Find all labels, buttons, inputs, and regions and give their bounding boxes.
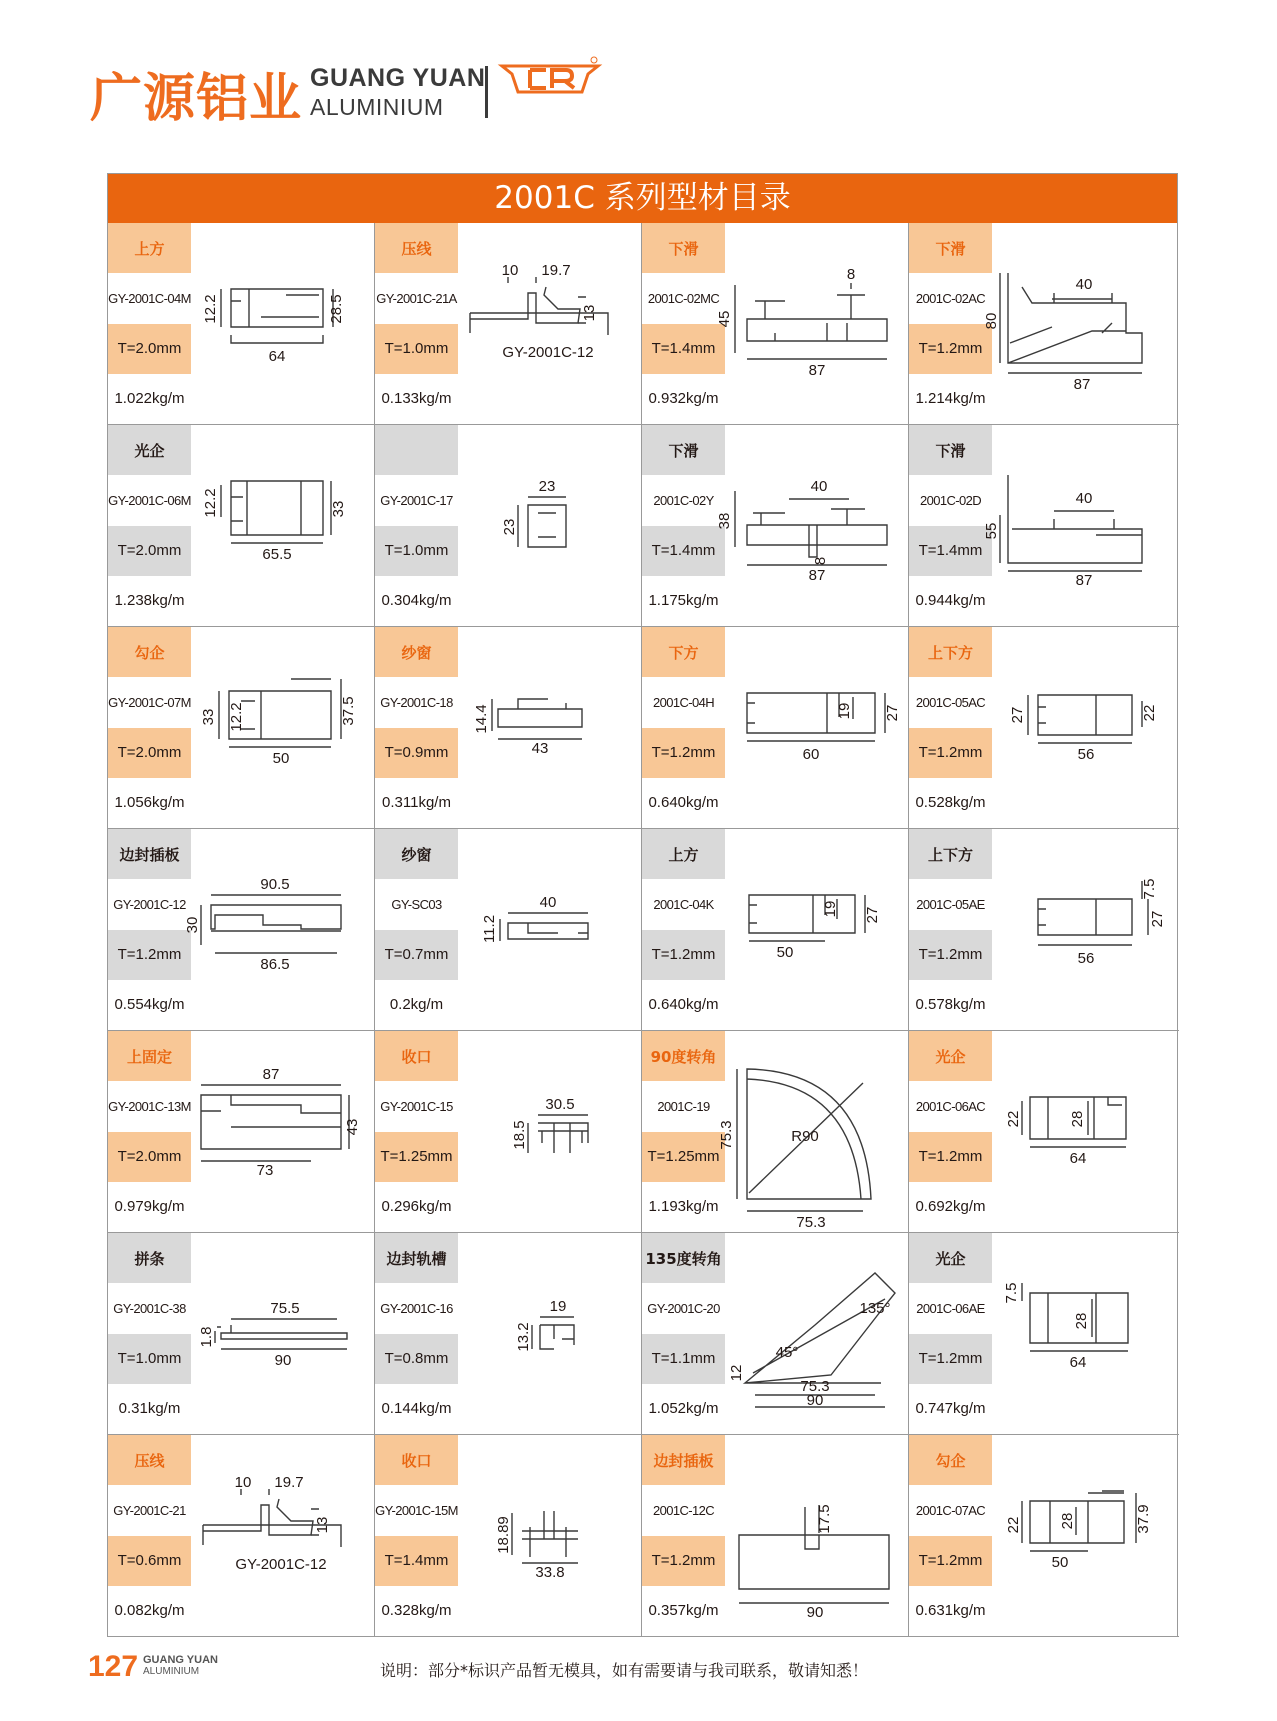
dimension-label: 45°: [775, 1344, 799, 1361]
profile-weight: 0.631kg/m: [915, 1602, 986, 1620]
dimension-label: 75.5: [270, 1300, 300, 1317]
profile-cell: [108, 425, 375, 627]
profile-name: 光企: [108, 425, 191, 475]
profile-name: 上方: [642, 829, 725, 879]
dimension-label: 19: [549, 1298, 567, 1315]
profile-name: 收口: [375, 1435, 458, 1485]
profile-weight: 0.082kg/m: [114, 1602, 185, 1620]
profile-weight: 1.238kg/m: [114, 592, 185, 610]
profile-info-column: [909, 1233, 992, 1434]
dimension-label: 8: [846, 266, 856, 283]
profile-weight: 0.304kg/m: [381, 592, 452, 610]
profile-section-drawing: [992, 829, 1176, 1030]
dimension-label: 12: [728, 1364, 745, 1382]
dimension-label: 11.2: [481, 914, 498, 944]
profile-thickness: T=2.0mm: [108, 728, 191, 778]
profile-info-column: [642, 1031, 725, 1232]
profile-info-column: [642, 425, 725, 626]
profile-info-column: [108, 627, 191, 828]
dimension-label: 43: [531, 740, 549, 757]
profile-cell: [909, 1031, 1179, 1233]
profile-code: 2001C-12C: [652, 1502, 715, 1518]
profile-name: 下滑: [909, 425, 992, 475]
dimension-label: 27: [864, 906, 881, 924]
dimension-label: 27: [1009, 706, 1026, 724]
profile-section-drawing: [191, 627, 375, 828]
profile-code: GY-2001C-13M: [108, 1098, 191, 1114]
profile-weight: 0.640kg/m: [648, 996, 719, 1014]
dimension-label: 38: [716, 512, 733, 530]
profile-code: 2001C-19: [657, 1098, 710, 1114]
dimension-label: 135°: [859, 1300, 891, 1317]
profile-code: GY-2001C-21: [113, 1502, 186, 1518]
profile-cell: [375, 627, 642, 829]
profile-thickness: T=1.2mm: [909, 1334, 992, 1384]
profile-section-drawing: [716, 223, 909, 424]
profile-weight: 0.747kg/m: [915, 1400, 986, 1418]
dimension-label: 19.7: [541, 262, 571, 279]
profile-cell: [108, 1233, 375, 1435]
dimension-label: 87: [262, 1066, 280, 1083]
dimension-label: 90: [274, 1352, 292, 1369]
profile-thickness: T=1.2mm: [909, 324, 992, 374]
profile-weight: 1.214kg/m: [915, 390, 986, 408]
dimension-label: 10: [234, 1474, 252, 1491]
dimension-label: 23: [538, 478, 556, 495]
dimension-label: 90.5: [260, 876, 290, 893]
profile-section-drawing: [191, 1233, 375, 1434]
profile-catalog-table: [107, 173, 1178, 1637]
profile-weight: 0.133kg/m: [381, 390, 452, 408]
profile-weight: 1.175kg/m: [648, 592, 719, 610]
profile-section-drawing: [992, 627, 1176, 828]
dimension-label: 13: [581, 304, 598, 322]
profile-section-drawing: [718, 1031, 909, 1232]
profile-info-column: [375, 1233, 458, 1434]
profile-section-drawing: [725, 1233, 909, 1434]
dimension-label: R90: [791, 1128, 819, 1145]
dimension-label: 30.5: [545, 1096, 575, 1113]
dimension-label: 87: [808, 567, 826, 584]
profile-code: GY-2001C-15M: [375, 1502, 458, 1518]
profile-name: 光企: [909, 1031, 992, 1081]
dimension-label: GY-2001C-12: [235, 1556, 327, 1573]
profile-code: GY-2001C-07M: [108, 694, 191, 710]
brand-emblem-icon: [500, 56, 600, 111]
profile-section-drawing: [458, 425, 642, 626]
profile-info-column: [909, 1031, 992, 1232]
dimension-label: 64: [1069, 1354, 1087, 1371]
profile-cell: [642, 223, 909, 425]
dimension-label: 40: [810, 478, 828, 495]
profile-cell: [375, 1233, 642, 1435]
profile-weight: 0.932kg/m: [648, 390, 719, 408]
profile-cell: [642, 1031, 909, 1233]
profile-code: GY-2001C-12: [113, 896, 186, 912]
dimension-label: 18.5: [511, 1120, 528, 1150]
profile-weight: 0.311kg/m: [382, 794, 451, 812]
dimension-label: 37.5: [340, 696, 357, 726]
profile-name: 收口: [375, 1031, 458, 1081]
profile-code: 2001C-02MC: [647, 290, 720, 306]
profile-thickness: T=0.8mm: [375, 1334, 458, 1384]
profile-weight: 0.296kg/m: [381, 1198, 452, 1216]
dimension-label: 37.9: [1135, 1504, 1152, 1534]
profile-section-drawing: [725, 627, 909, 828]
dimension-label: 7.5: [1003, 1282, 1020, 1304]
profile-weight: 1.052kg/m: [648, 1400, 719, 1418]
dimension-label: 33.8: [535, 1564, 565, 1581]
dimension-label: 28: [1069, 1110, 1086, 1128]
profile-weight: 0.328kg/m: [381, 1602, 452, 1620]
profile-code: 2001C-05AE: [916, 896, 985, 912]
profile-code: 2001C-05AC: [915, 694, 986, 710]
profile-code: GY-2001C-16: [380, 1300, 453, 1316]
profile-cell: [375, 223, 642, 425]
profile-thickness: T=2.0mm: [108, 1132, 191, 1182]
profile-section-drawing: [992, 1435, 1176, 1636]
profile-cell: [909, 1435, 1179, 1637]
profile-thickness: T=1.4mm: [642, 324, 725, 374]
profile-info-column: [108, 425, 191, 626]
dimension-label: 56: [1077, 950, 1095, 967]
profile-section-drawing: [191, 1031, 375, 1232]
profile-section-drawing: [725, 1435, 909, 1636]
profile-thickness: T=1.25mm: [375, 1132, 458, 1182]
profile-thickness: T=2.0mm: [108, 324, 191, 374]
profile-name: 压线: [375, 223, 458, 273]
profile-section-drawing: [191, 223, 375, 424]
dimension-label: 90: [806, 1392, 824, 1409]
profile-info-column: [108, 1233, 191, 1434]
profile-weight: 0.944kg/m: [915, 592, 986, 610]
brand-cn-logo: 广源铝业: [90, 69, 303, 129]
profile-section-drawing: [458, 829, 642, 1030]
profile-info-column: [375, 223, 458, 424]
profile-name: 光企: [909, 1233, 992, 1283]
profile-name: 上下方: [909, 627, 992, 677]
profile-code: 2001C-02Y: [653, 492, 714, 508]
profile-cell: [909, 1233, 1179, 1435]
profile-thickness: T=1.2mm: [909, 930, 992, 980]
dimension-label: 13.2: [515, 1322, 532, 1352]
header-divider: [485, 66, 488, 118]
dimension-label: 8: [812, 556, 829, 566]
dimension-label: 28: [1059, 1512, 1076, 1530]
profile-cell: [108, 1435, 375, 1637]
profile-name: 下滑: [909, 223, 992, 273]
profile-section-drawing: [716, 425, 909, 626]
profile-thickness: T=0.7mm: [375, 930, 458, 980]
dimension-label: 50: [776, 944, 794, 961]
dimension-label: 22: [1005, 1516, 1022, 1534]
profile-cell: [909, 829, 1179, 1031]
profile-info-column: [375, 1031, 458, 1232]
profile-weight: 1.056kg/m: [114, 794, 185, 812]
dimension-label: 18.89: [495, 1516, 512, 1554]
profile-info-column: [108, 223, 191, 424]
profile-cell: [108, 223, 375, 425]
profile-cell: [642, 1435, 909, 1637]
profile-thickness: T=1.0mm: [375, 526, 458, 576]
dimension-label: 12.2: [228, 702, 245, 732]
profile-code: GY-2001C-20: [647, 1300, 720, 1316]
profile-info-column: [642, 1435, 725, 1636]
profile-info-column: [909, 425, 992, 626]
profile-cell: [642, 425, 909, 627]
dimension-label: 50: [272, 750, 290, 767]
profile-name: 上固定: [108, 1031, 191, 1081]
profile-thickness: T=0.9mm: [375, 728, 458, 778]
profile-info-column: [642, 223, 725, 424]
profile-weight: 0.31kg/m: [118, 1400, 181, 1418]
profile-code: GY-2001C-18: [380, 694, 453, 710]
dimension-label: 90: [806, 1604, 824, 1621]
profile-name: 135度转角: [642, 1233, 725, 1283]
dimension-label: 22: [1141, 704, 1158, 722]
profile-thickness: T=1.2mm: [909, 1536, 992, 1586]
profile-code: GY-2001C-15: [380, 1098, 453, 1114]
profile-code: 2001C-06AC: [915, 1098, 986, 1114]
dimension-label: 7.5: [1141, 878, 1158, 900]
profile-cell: [375, 1435, 642, 1637]
profile-code: GY-2001C-04M: [108, 290, 191, 306]
dimension-label: 75.3: [796, 1214, 826, 1231]
profile-info-column: [642, 829, 725, 1030]
profile-thickness: T=1.25mm: [642, 1132, 725, 1182]
profile-name: 下滑: [642, 425, 725, 475]
profile-code: GY-2001C-21A: [376, 290, 457, 306]
dimension-label: 45: [716, 310, 733, 328]
dimension-label: 87: [1073, 376, 1091, 393]
profile-weight: 0.357kg/m: [648, 1602, 719, 1620]
profile-cell: [375, 1031, 642, 1233]
profile-section-drawing: [992, 1233, 1176, 1434]
dimension-label: 64: [268, 348, 286, 365]
dimension-label: 12.2: [202, 488, 219, 518]
profile-info-column: [909, 829, 992, 1030]
profile-weight: 0.528kg/m: [915, 794, 986, 812]
dimension-label: 75.3: [800, 1378, 830, 1395]
dimension-label: 87: [1075, 572, 1093, 589]
dimension-label: 27: [1149, 910, 1166, 928]
profile-thickness: T=1.2mm: [642, 930, 725, 980]
profile-weight: 0.640kg/m: [648, 794, 719, 812]
profile-section-drawing: [458, 1233, 642, 1434]
dimension-label: 28.5: [328, 294, 345, 324]
profile-name: 纱窗: [375, 829, 458, 879]
profile-section-drawing: [458, 627, 642, 828]
dimension-label: 60: [802, 746, 820, 763]
dimension-label: 17.5: [816, 1504, 833, 1534]
profile-section-drawing: [992, 1031, 1176, 1232]
profile-section-drawing: [725, 829, 909, 1030]
profile-weight: 1.022kg/m: [114, 390, 185, 408]
dimension-label: 19.7: [274, 1474, 304, 1491]
profile-name: 90度转角: [642, 1031, 725, 1081]
profile-cell: [375, 829, 642, 1031]
profile-section-drawing: [983, 425, 1176, 626]
profile-code: GY-2001C-06M: [108, 492, 191, 508]
dimension-label: 14.4: [473, 704, 490, 734]
dimension-label: 56: [1077, 746, 1095, 763]
profile-name: 拼条: [108, 1233, 191, 1283]
dimension-label: 12.2: [202, 294, 219, 324]
profile-cell: [909, 425, 1179, 627]
profile-code: 2001C-02D: [919, 492, 982, 508]
dimension-label: 80: [983, 312, 1000, 330]
footer-note: 说明：部分*标识产品暂无模具，如有需要请与我司联系，敬请知悉！: [380, 1661, 869, 1680]
profile-name: 勾企: [108, 627, 191, 677]
profile-section-drawing: [458, 223, 642, 424]
profile-cell: [375, 425, 642, 627]
dimension-label: GY-2001C-12: [502, 344, 594, 361]
profile-info-column: [909, 627, 992, 828]
profile-name: 下方: [642, 627, 725, 677]
profile-info-column: [108, 1435, 191, 1636]
profile-weight: 1.193kg/m: [648, 1198, 719, 1216]
profile-cell: [642, 627, 909, 829]
profile-info-column: [642, 1233, 725, 1434]
dimension-label: 55: [983, 522, 1000, 540]
dimension-label: 23: [501, 518, 518, 536]
profile-code: GY-2001C-17: [380, 492, 453, 508]
profile-thickness: T=1.2mm: [909, 728, 992, 778]
profile-weight: 0.692kg/m: [915, 1198, 986, 1216]
profile-thickness: T=1.2mm: [108, 930, 191, 980]
dimension-label: 40: [1075, 276, 1093, 293]
profile-name: 边封插板: [108, 829, 191, 879]
dimension-label: 43: [344, 1118, 361, 1136]
profile-cell: [642, 1233, 909, 1435]
profile-info-column: [909, 223, 992, 424]
profile-section-drawing: [458, 1031, 642, 1232]
profile-name: [375, 425, 458, 475]
profile-cell: [909, 627, 1179, 829]
catalog-title: 2001C 系列型材目录: [108, 174, 1177, 223]
profile-cell: [108, 1031, 375, 1233]
profile-section-drawing: [191, 425, 375, 626]
profile-section-drawing: [983, 223, 1176, 424]
dimension-label: 30: [184, 916, 201, 934]
dimension-label: 86.5: [260, 956, 290, 973]
profile-code: 2001C-04K: [653, 896, 714, 912]
profile-code: 2001C-06AE: [916, 1300, 985, 1316]
profile-weight: 0.578kg/m: [915, 996, 986, 1014]
profile-name: 纱窗: [375, 627, 458, 677]
profile-name: 下滑: [642, 223, 725, 273]
dimension-label: 13: [314, 1516, 331, 1534]
dimension-label: 22: [1005, 1110, 1022, 1128]
dimension-label: 40: [1075, 490, 1093, 507]
profile-thickness: T=1.0mm: [108, 1334, 191, 1384]
profile-code: 2001C-04H: [652, 694, 715, 710]
brand-en-line1: GUANG YUAN: [310, 64, 486, 92]
profile-thickness: T=1.4mm: [909, 526, 992, 576]
profile-thickness: T=1.2mm: [909, 1132, 992, 1182]
profile-thickness: T=1.2mm: [642, 1536, 725, 1586]
profile-info-column: [108, 1031, 191, 1232]
profile-code: 2001C-02AC: [915, 290, 986, 306]
dimension-label: 33: [200, 708, 217, 726]
profile-thickness: T=0.6mm: [108, 1536, 191, 1586]
profile-weight: 0.979kg/m: [114, 1198, 185, 1216]
profile-weight: 0.2kg/m: [389, 996, 444, 1014]
profile-thickness: T=1.2mm: [642, 728, 725, 778]
profile-name: 勾企: [909, 1435, 992, 1485]
profile-cell: [909, 223, 1179, 425]
profile-weight: 0.554kg/m: [114, 996, 185, 1014]
profile-name: 上方: [108, 223, 191, 273]
dimension-label: 40: [539, 894, 557, 911]
dimension-label: 65.5: [262, 546, 292, 563]
dimension-label: 19: [836, 702, 853, 720]
profile-info-column: [375, 425, 458, 626]
profile-code: 2001C-07AC: [915, 1502, 986, 1518]
page-number: 127: [88, 1650, 139, 1683]
profile-section-drawing: [191, 1435, 375, 1636]
dimension-label: 75.3: [718, 1120, 735, 1150]
profile-name: 压线: [108, 1435, 191, 1485]
profile-info-column: [375, 627, 458, 828]
profile-thickness: T=2.0mm: [108, 526, 191, 576]
footer-brand-line1: GUANG YUAN: [143, 1654, 218, 1666]
profile-section-drawing: [458, 1435, 642, 1636]
dimension-label: 73: [256, 1162, 274, 1179]
profile-code: GY-2001C-38: [113, 1300, 186, 1316]
dimension-label: 87: [808, 362, 826, 379]
profile-info-column: [375, 829, 458, 1030]
profile-weight: 0.144kg/m: [381, 1400, 452, 1418]
dimension-label: 10: [501, 262, 519, 279]
dimension-label: 33: [330, 500, 347, 518]
profile-section-drawing: [184, 829, 375, 1030]
dimension-label: 50: [1051, 1554, 1069, 1571]
profile-cell: [642, 829, 909, 1031]
profile-thickness: T=1.4mm: [642, 526, 725, 576]
dimension-label: 1.8: [198, 1326, 215, 1348]
footer-brand-line2: ALUMINIUM: [143, 1666, 200, 1677]
profile-name: 上下方: [909, 829, 992, 879]
profile-info-column: [108, 829, 191, 1030]
profile-info-column: [642, 627, 725, 828]
profile-info-column: [375, 1435, 458, 1636]
dimension-label: 27: [884, 704, 901, 722]
brand-en-line2: ALUMINIUM: [310, 94, 444, 120]
profile-info-column: [909, 1435, 992, 1636]
profile-code: GY-SC03: [391, 896, 442, 912]
dimension-label: 64: [1069, 1150, 1087, 1167]
profile-name: 边封插板: [642, 1435, 725, 1485]
profile-thickness: T=1.1mm: [642, 1334, 725, 1384]
profile-cell: [108, 829, 375, 1031]
profile-thickness: T=1.4mm: [375, 1536, 458, 1586]
profile-thickness: T=1.0mm: [375, 324, 458, 374]
profile-name: 边封轨槽: [375, 1233, 458, 1283]
dimension-label: 28: [1073, 1312, 1090, 1330]
dimension-label: 19: [822, 900, 839, 918]
profile-cell: [108, 627, 375, 829]
